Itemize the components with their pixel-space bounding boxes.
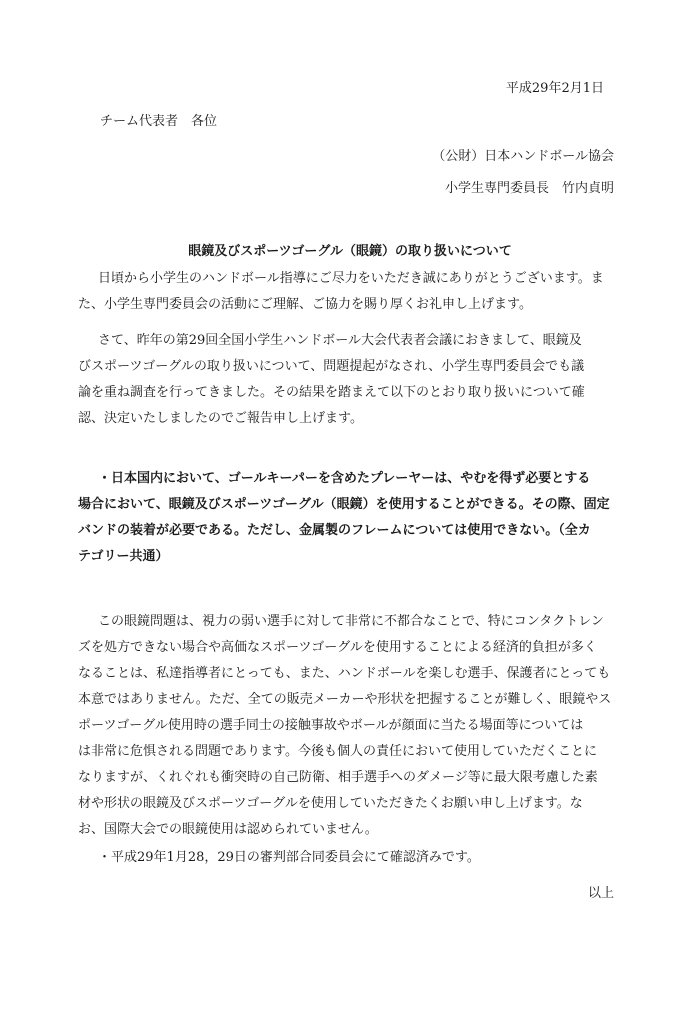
paragraph-line: バンドの装着が必要である。ただし、金属製のフレームについては使用できない。（全カ (78, 523, 591, 538)
sender-name: 小学生専門委員長 竹内貞明 (444, 181, 614, 196)
paragraph-confirmation (78, 845, 622, 871)
paragraph-greeting (78, 266, 622, 318)
paragraph-line: は非常に危惧される問題であります。今後も個人の責任において使用していただくことに (78, 744, 597, 759)
paragraph-line: ポーツゴーグル使用時の選手同士の接触事故やボールが顔面に当たる場面等については (78, 718, 584, 733)
paragraph-line: なることは、私達指導者にとっても、また、ハンドボールを楽しむ選手、保護者にとっても (78, 666, 611, 681)
document-title: 眼鏡及びスポーツゴーグル（眼鏡）の取り扱いについて (188, 244, 512, 259)
paragraph-line: 場合において、眼鏡及びスポーツゴーグル（眼鏡）を使用することができる。その際、固定 (78, 497, 610, 512)
paragraph-line: ・平成29年1月28，29日の審判部合同委員会にて確認済みです。 (98, 850, 480, 865)
paragraph-line: ズを処方できない場合や高価なスポーツゴーグルを使用することによる経済的負担が多く (78, 640, 597, 655)
closing-mark: 以上 (587, 886, 614, 901)
paragraph-background (78, 328, 622, 432)
paragraph-line: ・日本国内において、ゴールキーパーを含めたプレーヤーは、やむを得ず必要とする (98, 471, 591, 486)
paragraph-line: 材や形状の眼鏡及びスポーツゴーグルを使用していただきたくお願い申し上げます。な (78, 796, 583, 811)
paragraph-line: テゴリー共通） (78, 549, 169, 564)
paragraph-line: この眼鏡問題は、視力の弱い選手に対して非常に不都合なことで、特にコンタクトレン (98, 614, 604, 629)
paragraph-rule-bold (78, 466, 622, 570)
paragraph-line: なりますが、くれぐれも衝突時の自己防衛、相手選手へのダメージ等に最大限考慮した素 (78, 770, 598, 785)
paragraph-line: 論を重ね調査を行ってきました。その結果を踏まえて以下のとおり取り扱いについて確 (78, 385, 585, 400)
addressee: チーム代表者 各位 (100, 114, 218, 129)
paragraph-line: びスポーツゴーグルの取り扱いについて、問題提起がなされ、小学生専門委員会でも議 (78, 359, 585, 374)
sender-organization: （公財）日本ハンドボール協会 (432, 149, 614, 164)
document-date: 平成29年2月1日 (505, 81, 604, 96)
paragraph-line: た、小学生専門委員会の活動にご理解、ご協力を賜り厚くお礼申し上げます。 (78, 297, 532, 312)
paragraph-line: お、国際大会での眼鏡使用は認められていません。 (78, 822, 378, 837)
paragraph-line: 本意ではありません。ただ、全ての販売メーカーや形状を把握することが難しく、眼鏡やス (78, 692, 612, 707)
paragraph-line: 認、決定いたしましたのでご報告申し上げます。 (78, 411, 363, 426)
paragraph-line: 日頃から小学生のハンドボール指導にご尽力をいただき誠にありがとうございます。ま (98, 271, 604, 286)
paragraph-explanation (78, 609, 622, 843)
paragraph-line: さて、昨年の第29回全国小学生ハンドボール大会代表者会議におきまして、眼鏡及 (98, 333, 582, 348)
